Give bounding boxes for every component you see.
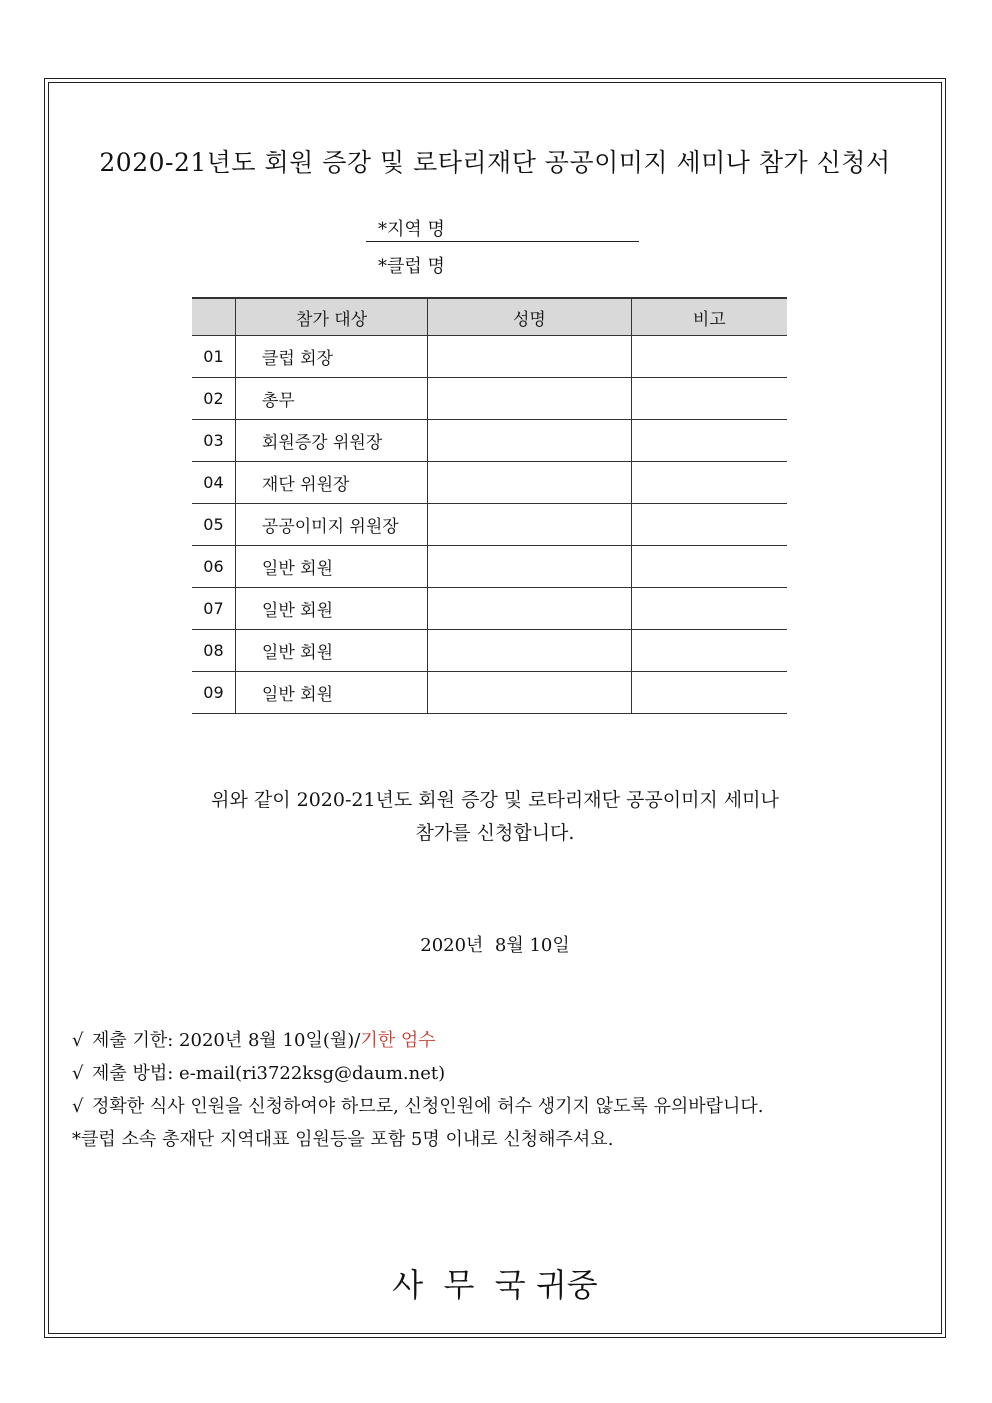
- row-target: 일반 회원: [235, 630, 427, 672]
- table-row: [192, 630, 787, 672]
- club-name-field: *클럽 명: [378, 256, 445, 277]
- row-target: 일반 회원: [235, 672, 427, 714]
- note-accuracy: [72, 1090, 764, 1123]
- application-date: 2020년 8월 10일: [420, 935, 570, 956]
- row-name-cell[interactable]: [428, 630, 631, 672]
- header-note: 비고: [631, 298, 787, 336]
- row-note-cell[interactable]: [631, 504, 787, 546]
- participant-table: [192, 297, 787, 714]
- method-text: 제출 방법: e-mail(ri3722ksg@daum.net): [92, 1063, 446, 1084]
- row-name-cell[interactable]: [428, 336, 631, 378]
- header-target: 참가 대상: [235, 298, 427, 336]
- row-number: 03: [192, 420, 235, 462]
- region-name-field: *지역 명: [378, 219, 445, 240]
- header-no: [192, 298, 235, 336]
- row-target: 일반 회원: [235, 546, 427, 588]
- row-note-cell[interactable]: [631, 546, 787, 588]
- note-deadline: [72, 1024, 764, 1057]
- row-number: 02: [192, 378, 235, 420]
- row-number: 05: [192, 504, 235, 546]
- table-row: [192, 378, 787, 420]
- table-row: [192, 504, 787, 546]
- application-statement: [48, 784, 942, 850]
- row-name-cell[interactable]: [428, 504, 631, 546]
- row-target: 일반 회원: [235, 588, 427, 630]
- statement-line-1: 위와 같이 2020-21년도 회원 증강 및 로타리재단 공공이미지 세미나: [211, 789, 779, 811]
- row-target: 회원증강 위원장: [235, 420, 427, 462]
- region-underline: [366, 241, 639, 242]
- row-note-cell[interactable]: [631, 420, 787, 462]
- note-limit: *클럽 소속 총재단 지역대표 임원등을 포함 5명 이내로 신청해주셔요.: [72, 1129, 614, 1150]
- table-row: [192, 462, 787, 504]
- row-target: 총무: [235, 378, 427, 420]
- row-number: 07: [192, 588, 235, 630]
- row-target: 재단 위원장: [235, 462, 427, 504]
- form-title: 2020-21년도 회원 증강 및 로타리재단 공공이미지 세미나 참가 신청서: [99, 148, 891, 177]
- row-note-cell[interactable]: [631, 630, 787, 672]
- row-note-cell[interactable]: [631, 672, 787, 714]
- row-name-cell[interactable]: [428, 378, 631, 420]
- table-row: [192, 546, 787, 588]
- row-note-cell[interactable]: [631, 336, 787, 378]
- row-name-cell[interactable]: [428, 462, 631, 504]
- check-icon: √: [72, 1063, 84, 1084]
- check-icon: √: [72, 1096, 84, 1117]
- table-row: [192, 336, 787, 378]
- row-name-cell[interactable]: [428, 420, 631, 462]
- row-name-cell[interactable]: [428, 546, 631, 588]
- row-name-cell[interactable]: [428, 672, 631, 714]
- check-icon: √: [72, 1030, 84, 1051]
- row-number: 09: [192, 672, 235, 714]
- row-number: 01: [192, 336, 235, 378]
- row-name-cell[interactable]: [428, 588, 631, 630]
- table-header-row: [192, 298, 787, 336]
- row-number: 06: [192, 546, 235, 588]
- table-row: [192, 420, 787, 462]
- row-target: 공공이미지 위원장: [235, 504, 427, 546]
- row-target: 클럽 회장: [235, 336, 427, 378]
- table-row: [192, 588, 787, 630]
- row-note-cell[interactable]: [631, 588, 787, 630]
- note-method: [72, 1057, 764, 1090]
- row-number: 04: [192, 462, 235, 504]
- deadline-text: 제출 기한: 2020년 8월 10일(월)/: [92, 1030, 361, 1051]
- row-note-cell[interactable]: [631, 462, 787, 504]
- statement-line-2: 참가를 신청합니다.: [415, 822, 575, 844]
- deadline-warning: 기한 엄수: [360, 1030, 436, 1051]
- row-note-cell[interactable]: [631, 378, 787, 420]
- submission-notes: [72, 1024, 764, 1156]
- footer-recipient: 사 무 국 귀중: [392, 1266, 598, 1304]
- table-row: [192, 672, 787, 714]
- row-number: 08: [192, 630, 235, 672]
- accuracy-text: 정확한 식사 인원을 신청하여야 하므로, 신청인원에 허수 생기지 않도록 유의바랍니다.: [92, 1096, 764, 1117]
- header-name: 성명: [428, 298, 631, 336]
